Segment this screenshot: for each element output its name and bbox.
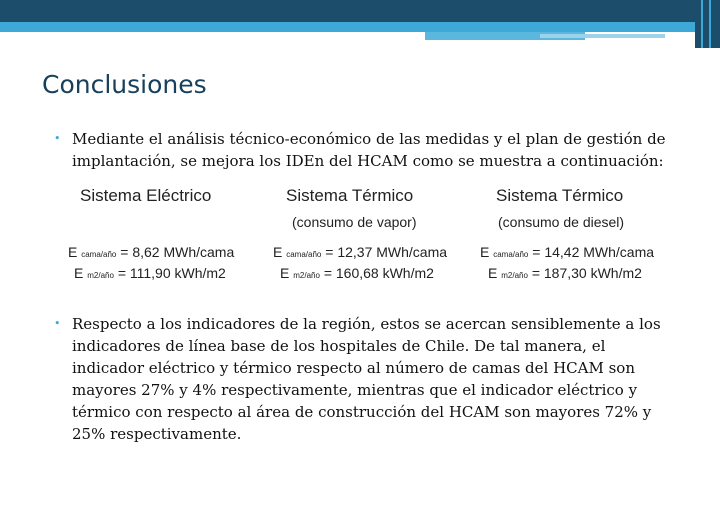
indicator-symbol: E — [480, 244, 490, 260]
bullet-icon: • — [54, 317, 61, 330]
indicator-value: = 111,90 kWh/m2 — [117, 265, 226, 281]
indicator-row — [280, 265, 434, 281]
indicator-symbol: E — [488, 265, 498, 281]
indicator-subscript: m2/año — [501, 271, 528, 280]
bullet-item — [56, 313, 676, 445]
column-heading: Sistema Térmico — [496, 186, 624, 205]
header-band-light — [0, 22, 720, 32]
bullet-icon: • — [54, 132, 61, 145]
table-column — [80, 186, 290, 214]
table-column — [286, 186, 496, 230]
indicator-subscript: cama/año — [81, 250, 117, 259]
column-subheading: (consumo de vapor) — [292, 214, 417, 230]
bullet-text: Mediante el análisis técnico-económico de las medidas y el plan de gestión de implantación, se mejora los IDEn del HCAM como se muestra a continuación: — [72, 130, 666, 170]
indicator-symbol: E — [273, 244, 283, 260]
indicator-subscript: cama/año — [493, 250, 529, 259]
bullet-item — [56, 128, 676, 172]
header-accent-stripe-thin — [540, 34, 665, 38]
bullet-text: Respecto a los indicadores de la región, estos se acercan sensiblemente a los indicadores de línea base de los hospitales de Chile. De tal manera, el indicador eléctrico y térmico respecto al número de camas del HCAM son mayores 27% y 4% respectivamente, mientras que el indicador eléctrico y térmico con respecto al área de construcción del HCAM son mayores 72% y 25% respectivamente. — [72, 315, 661, 443]
corner-line — [709, 0, 711, 48]
indicator-symbol: E — [68, 244, 78, 260]
column-subheading: (consumo de diesel) — [498, 214, 625, 230]
table-column — [496, 186, 706, 230]
indicator-symbol: E — [280, 265, 290, 281]
indicator-value: = 12,37 MWh/cama — [325, 244, 448, 260]
indicator-row — [68, 244, 234, 260]
indicator-row — [273, 244, 447, 260]
indicator-row — [74, 265, 226, 281]
indicator-value: = 187,30 kWh/m2 — [531, 265, 642, 281]
indicator-value: = 160,68 kWh/m2 — [323, 265, 434, 281]
indicator-subscript: m2/año — [87, 271, 114, 280]
indicator-value: = 14,42 MWh/cama — [532, 244, 655, 260]
indicator-value: = 8,62 MWh/cama — [120, 244, 235, 260]
slide-title: Conclusiones — [42, 70, 207, 99]
indicators-table — [68, 186, 655, 282]
column-heading: Sistema Eléctrico — [80, 186, 212, 205]
column-heading: Sistema Térmico — [286, 186, 414, 205]
indicator-subscript: cama/año — [286, 250, 322, 259]
indicator-subscript: m2/año — [293, 271, 320, 280]
indicator-row — [488, 265, 642, 281]
indicator-row — [480, 244, 654, 260]
header-band-dark — [0, 0, 720, 22]
corner-line — [701, 0, 703, 48]
indicator-symbol: E — [74, 265, 84, 281]
header-corner-block — [695, 0, 720, 48]
